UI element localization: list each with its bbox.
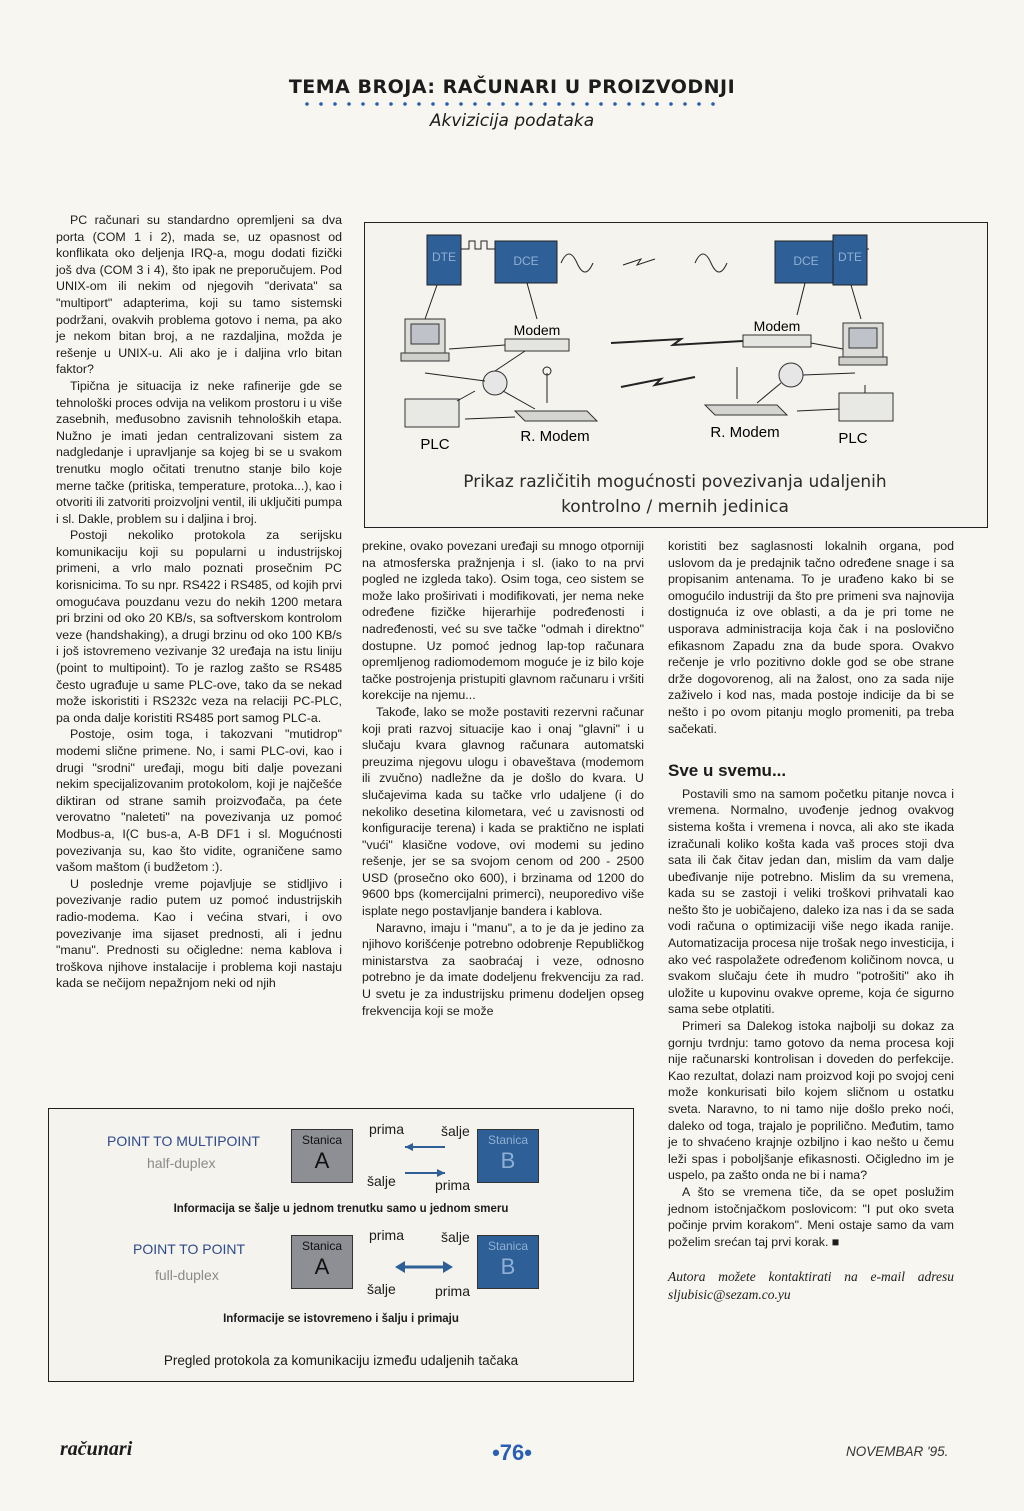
row2-salje-bottom: šalje (367, 1281, 396, 1297)
plc-label-right: PLC (838, 430, 868, 447)
station-a-row2 (291, 1235, 353, 1289)
rmodem-label-right: R. Modem (710, 424, 780, 441)
plc-label-left: PLC (420, 436, 450, 453)
article-column-3 (668, 538, 954, 1304)
figure-1-caption-line-2: kontrolno / mernih jedinica (561, 497, 789, 517)
figure-1-caption-line-1: Prikaz različitih mogućnosti povezivanja udaljenih (463, 472, 887, 492)
network-diagram-svg (365, 223, 987, 473)
station-b-row1 (477, 1129, 539, 1183)
row1-sub: half-duplex (147, 1155, 216, 1171)
row1-info: Informacija se šalje u jednom trenutku samo u jednom smeru (173, 1203, 509, 1215)
station-a-row1 (291, 1129, 353, 1183)
row2-sub: full-duplex (155, 1267, 219, 1283)
paragraph: Naravno, imaju i "manu", a to je da je jedino za njihovo korišćenje potrebno odobrenje Republičkog ministarstva za saobraćaj i veze, odnosno potrebno je da imate dodeljenu frekvenciju za rad. U svetu je za industrijsku primenu dodeljen opseg frekvencija koji se može (362, 920, 644, 1018)
paragraph: prekine, ovako povezani uređaji su mnogo otporniji na atmosferska pražnjenja i sl. (iako to na prvi pogled ne izgleda tako). Osim toga, ceo sistem se može lako proširivati i modifikovati, jer nema neke određene fizičke hijerarhije podređenosti i nadređenosti, već su sve tačke "odmah i direktno" dostupne. Uz pomoć jednog lap-top računara opremljenog radiomodemom moguće je iz bilo koje tačke postrojenja pristupiti glavnom računaru i vršiti korekcije na njemu... (362, 539, 644, 703)
dce-label-left: DCE (513, 254, 539, 268)
station-name: Stanica (487, 1239, 529, 1253)
station-letter: B (500, 1254, 516, 1279)
figure-1-caption (364, 470, 986, 520)
row2-label: POINT TO POINT (133, 1241, 246, 1257)
station-letter: A (314, 1148, 330, 1173)
row1-label: POINT TO MULTIPOINT (107, 1133, 260, 1149)
row2-double-arrow (391, 1253, 457, 1283)
issue-date: NOVEMBAR '95. (846, 1444, 949, 1459)
paragraph: Postavili smo na samom početku pitanje novca i vremena. Normalno, uvođenje jednog ovakvog sistema košta i vremena i novca, ali ako ste ikada izračunali koliko košta kada vaš proces stoji dva sata ili čak čitav jedan dan, mislim da vam dalje ubeđivanje nije potrebno. Mislim da su vremena, kada su se zastoji i veliki troškovi prihvatali kao nešto što je uobičajeno, daleko iza nas i da se sada vodi računa o optimizaciji više nego ikada ranije. Automatizacija procesa nije trošak nego investicija, i ako već raspolažete određenom količinom novca, u svakom slučaju ćete ih mudro "potrošiti" ako ih uložite u kupovinu ovakve opreme, koja će sigurno sama sebe otplatiti. (668, 786, 954, 1017)
modem-label-right: Modem (753, 318, 801, 334)
row2-prima-bottom: prima (435, 1283, 471, 1299)
page-number: •76• (492, 1440, 532, 1465)
magazine-name: računari (60, 1438, 133, 1460)
paragraph: A što se vremena tiče, da se opet poslužim jednom istočnjačkom poslovicom: "I put oko sveta počinje prvim korakom". Meni ostaje samo da vam poželim srećan taj prvi korak. ■ (668, 1184, 954, 1249)
figure-protocol-overview (48, 1108, 634, 1382)
row2-salje-top: šalje (441, 1229, 470, 1245)
dce-label-right: DCE (793, 254, 819, 268)
dte-label-right: DTE (838, 250, 862, 264)
row1-salje-top: šalje (441, 1123, 470, 1139)
dte-label-left: DTE (432, 250, 456, 264)
row2-prima-top: prima (369, 1227, 405, 1243)
article-column-1 (56, 212, 342, 992)
station-name: Stanica (487, 1133, 529, 1147)
station-letter: A (314, 1254, 330, 1279)
header-dot-rule (300, 101, 720, 107)
paragraph: Tipična je situacija iz neke rafinerije gde se tehnološki proces odvija na velikom prostoru i u više zasebnih, međusobno zavisnih tehnoloških etapa. Nužno je imati jedan centralizovani sistem za nadgledanje i upravljanje sa kojeg bi se u svakom trenutku moglo očitati trenutno stanje bilo koje merne tačke (pritiska, temperature, protoka...), kao i otvoriti ili zatvoriti proizvoljni ventil, ili uključiti pumpa i sl. Dakle, problem su i daljina i broj. (56, 378, 342, 526)
paragraph: Takođe, lako se može postaviti rezervni računar koji prati razvoj situacije kao i onaj "glavni" i u slučaju kvara glavnog računara automatski preuzima njegovu ulogu i obaveštava (modemom ili zvučno) nadležne da je došlo do kvara. U slučajevima kada su tačke vrlo udaljene (i do nekoliko desetina kilometara, već u zavisnosti od konfiguracije terena) i kada se praktično ne isplati "vući" klasične vodove, ovi modemi su jedino rešenje, jer se sa svojom cenom od 200 - 2500 USD (prosečno oko 600), i brzinama od 1200 do 9600 bps (komercijalni primerci), neuporedivo više isplate nego postavljanje bandera i kablova. (362, 704, 644, 919)
paragraph: Postoji nekoliko protokola za serijsku komunikaciju koji su popularni u industrijskoj primeni, a vrlo malo poznati prosečnim PC korisnicima. To su npr. RS422 i RS485, od kojih prvi omogućava pouzdanu vezu do nekih 1200 metara pri brzini od oko 20 KB/s, sa softverskom kontrolom veze (handshaking), a drugi brzinu od oko 100 KB/s i još istovremeno vezivanje 32 uređaja na istu liniju (point to multipoint). To je razlog zašto se RS485 često ugrađuje u same PLC-ove, tako da se nekad može iskoristiti i RS232c veza na relaciji PC-PLC, pa onda dalje koristiti RS485 port samog PLC-a. (56, 528, 342, 725)
modem-label-left: Modem (513, 322, 561, 338)
rmodem-label-left: R. Modem (520, 428, 590, 445)
paragraph: Postoje, osim toga, i takozvani "mutidrop" modemi slične primene. No, i sami PLC-ovi, kao i drugi "srodni" uređaji, mogu biti dalje povezani nekim specijalizovanim protokolom, koji je najčešće diktiran od strane samih proizvođača, pa ćete verovatno "naleteti" na povezivanja uz pomoć Modbus-a, I(C bus-a, A-B DF1 i sl. Mogućnosti povezivanja su, kao što vidite, ograničene samo vašom maštom (i budžetom :). (56, 727, 342, 875)
row1-salje-bottom: šalje (367, 1173, 396, 1189)
figure-2-caption: Pregled protokola za komunikaciju između udaljenih tačaka (163, 1353, 519, 1368)
section-heading: Sve u svemu... (668, 761, 787, 781)
paragraph: U poslednje vreme pojavljuje se stidljivo i povezivanje radio putem uz pomoć industrijskih radio-modema. Kao i većina stvari, i ovo povezivanje ima sijaset prednosti, ali i jednu "manu". Prednosti su očigledne: nema kablova i troškova njihove instalacije i problema koji nastaju kada se nečijom nepažnjom neki od njih (56, 876, 342, 991)
row2-info: Informacije se istovremeno i šalju i primaju (223, 1313, 459, 1325)
paragraph: Primeri sa Dalekog istoka najbolji su dokaz za gornju tvrdnju: tamo gotovo da nema procesa koji nije računarski kontrolisan i doveden do perfekcije. Kao rezultat, dolazi nam proizvod koji po svojoj ceni može konkurisati bilo kojem sličnom u ostatku sveta. Naravno, to ni tamo nije došlo preko noći, daleko od toga, trajalo je popriličnо. Međutim, tamo je to shvaćeno krajnje ozbiljno i kao nešto u čemu leži spas i poboljšanje efikasnosti. Očigledno im je uspelo, pa zašto onda ne bi i nama? (668, 1019, 954, 1183)
page-header-subtitle: Akvizicija podataka (429, 111, 595, 131)
row1-prima-top: prima (369, 1121, 405, 1137)
station-letter: B (500, 1148, 516, 1173)
station-name: Stanica (301, 1133, 343, 1147)
paragraph: koristiti bez saglasnosti lokalnih organa, pod uslovom da je predajnik tačno određene snage i sa propisanim antenama. To je urađeno kako bi se omogućilo industriji da što pre primeni sva najnovija dostignuća iz ove oblasti, a da je pri tome ne usporava administracija koja čak i na poslovično efikasnom Zapadu zna da bude spora. Ovakvo rečenje je vrlo pozitivno dokle god se obe strane drže dogovorenog, ali na žalost, ono za sada nije zaživelo i kod nas, mada postoje indicije da bi se nešto i po ovom pitanju moglo promeniti, pa treba sačekati. (668, 539, 954, 736)
page-header-title: TEMA BROJA: RAČUNARI U PROIZVODNJI (288, 76, 736, 98)
article-column-2 (362, 538, 644, 1019)
station-b-row2 (477, 1235, 539, 1289)
row1-prima-bottom: prima (435, 1177, 471, 1193)
author-contact: Autora možete kontaktirati na e-mail adresu sljubisic@sezam.co.yu (668, 1269, 954, 1303)
station-name: Stanica (301, 1239, 343, 1253)
paragraph: PC računari su standardno opremljeni sa dva porta (COM 1 i 2), mada se, uz opasnost od konflikata oko deljenja IRQ-a, mogu dodati fizički još dva (COM 3 i 4), što ipak ne preporučujem. Pod UNIX-om ili nekim od njegovih "derivata" sa "multiport" adapterima, koji su tamo sistemski podržani, ovakvih problema gotovo i nema, pa ako je nekom bitan broj, a ne razdaljina, možda je rešenje u UNIX-u. Ali ako je i daljina vrlo bitan faktor? (56, 213, 342, 377)
